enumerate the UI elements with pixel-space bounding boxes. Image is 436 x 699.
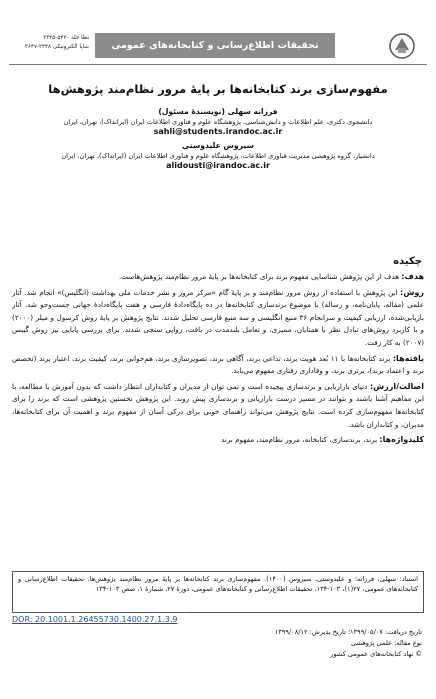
institute-emblem-icon [381,30,423,62]
abstract-method [12,287,424,350]
abstract-goal [12,271,424,284]
journal-meta [9,34,89,52]
abstract-body [12,271,424,450]
author-affiliation: دانشجوی دکتری، علم اطلاعات و دانش‌شناسی، پژوهشگاه علوم و فناوری اطلاعات ایران (ایرانداک)، تهران، ایران [63,118,373,127]
doi-link[interactable]: DOR: 20.1001.1.26455730.1400.27.1.3.9 [12,615,178,624]
received-accepted-date: تاریخ دریافت: ۱۳۹۹/۰۵/۰۷؛ تاریخ پذیرش: ۱۳۹۹/۰۸/۱۲ [274,628,422,636]
article-dates [122,627,422,660]
keywords-label: کلیدواژه‌ها: [379,435,424,445]
copyright-notice: © نهاد کتابخانه‌های عمومی کشور [330,650,422,658]
value-label: اصالت/ارزش: [369,381,424,391]
issn-online: شاپا الکترونیکی ۲۳۴۸-۳۶۴۷ [24,44,89,50]
article-title: مفهوم‌سازی برند کتابخانه‌ها بر پایهٔ مرور نظام‌مند پژوهش‌ها [48,82,388,96]
method-text: این پژوهش با استفاده از روش مرور نظام‌مند و بر پایهٔ گام «مرکز مرور و نشر خدمات ملی بهداشت (انگلیس)» انجام شد. آثار علمی (مقاله، پایان‌نامه، و رساله) با موضوع برندسازی کتابخانه‌ها در ده پایگاه‌دادهٔ فارسی و هفت پایگاه‌دادهٔ جهانی جست‌وجو شد. آثار بازیابی‌شده، ارزیابی کیفیت و سرانجام ۳۶ منبع انگلیسی و سه منبع فارسی تحلیل شدند. نتایج پژوهش بر پایهٔ روش کرسول و میلر (۲۰۰۰) و با کاربرد روش‌های تبادل نظر با همتایان، ممیزی، و تعامل بلندمدت در بافت، روایی سنجی شدند. برای بررسی پایایی نیز روش گیبس (۲۰۰۷) به کار رفت. [12,287,424,347]
abstract-value [12,381,424,431]
article-type: نوع مقاله: علمی پژوهشی [350,639,422,647]
authors-block [14,107,422,171]
goal-text: هدف از این پژوهش شناسایی مفهوم برند برای کتابخانه‌ها بر پایهٔ مرور نظام‌مند پژوهش‌هاست. [118,272,400,281]
findings-label: یافته‌ها: [392,353,424,363]
abstract-findings [12,353,424,378]
journal-header [9,30,427,62]
abstract-heading: چکیده [393,256,422,267]
goal-label: هدف: [401,272,424,281]
author-email: alidousti@irandoc.ac.ir [166,161,270,171]
findings-text: برند کتابخانه‌ها با ۱۱ بُعد هویت برند، تداعی برند، آگاهی برند، تصویرسازی برند، هم‌خوانی برند، کیفیت برند، اعتبار برند (تخصص برند و اعتماد برند)، برتری برند، و وفاداری رفتاری مفهوم می‌یابد. [12,353,424,376]
author-email: sahli@students.irandoc.ac.ir [153,127,283,137]
citation-box: استناد: سهلی، فرزانه؛ و علیدوستی، سیروس (۱۴۰۰). مفهوم‌سازی برند کتابخانه‌ها بر پایهٔ مرور نظام‌مند پژوهش‌ها. تحقیقات اطلاع‌رسانی و کتابخانه‌های عمومی، ۲۷(۱)، ۱۰۳-۱۳۴. تحقیقات اطلاع‌رسانی و کتابخانه‌های عمومی، دورهٔ ۲۷، شمارهٔ ۱، صص ۱۰۳-۱۳۴ [12,571,424,613]
keywords-text: برند، برندسازی، کتابخانه، مرور نظام‌مند، مفهوم برند [221,435,378,445]
journal-name: تحقیقات اطلاع‌رسانی و کتابخانه‌های عمومی [95,33,335,58]
method-label: روش: [400,287,424,297]
header-divider [9,64,427,65]
abstract-keywords [12,434,424,447]
value-text: دنیای بازاریابی و برندسازی پیچیده است و نمی توان از مدیران و کتابداران انتظار داشت که بدون آموزش یا مطالعه، با این مفاهیم آشنا باشند و بتوانند در مسیر درست بازاریابی و برندسازی پیش روند. این پژوهش نخستین پژوهشی است که برند را برای کتابخانه‌ها مفهوم‌سازی کرده است. نتایج پژوهش می‌تواند راهنمای خوبی برای درکی آسان از مفهوم برند و اهمیت آن برای کتابخانه‌ها، مدیران، و کتابداران باشد. [12,381,424,429]
author-name: سیروس علیدوستی [182,140,254,150]
author-name: فرزانه سهلی (نویسندهٔ مسئول) [158,107,278,116]
author-affiliation: دانشیار، گروه پژوهشی مدیریت فناوری اطلاعات، پژوهشگاه علوم و فناوری اطلاعات ایران (ایرانداک)، تهران، ایران [61,151,375,160]
issn-print: نظا جلد ۵۴۳۰-۳۳۲۵ [43,35,89,41]
